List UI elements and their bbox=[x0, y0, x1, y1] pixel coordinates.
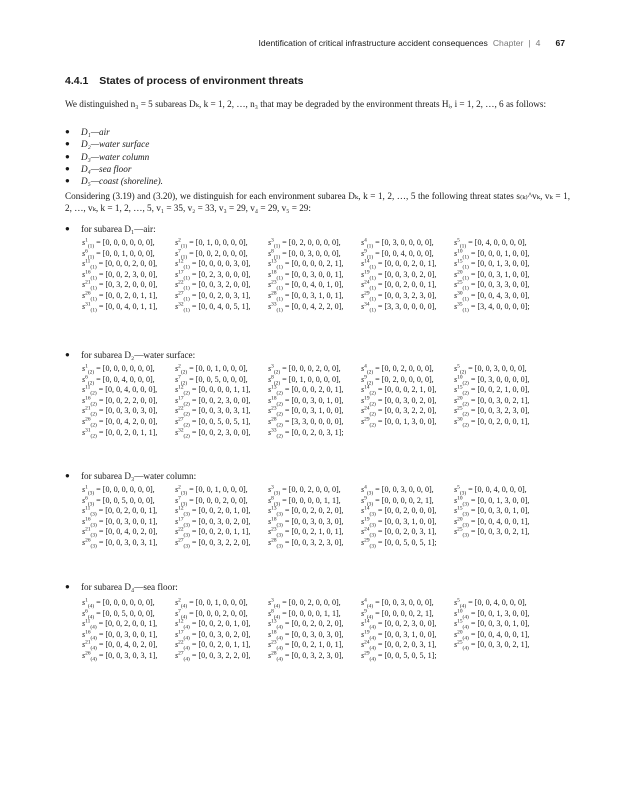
state-vector: $s^{25}_{(4)} = [0$, 0, 3, 0, 2, 1], bbox=[454, 639, 530, 652]
state-vector: $s^{21}_{(1)} = [0$, 3, 2, 0, 0, 0], bbox=[82, 279, 158, 292]
state-vector: $s^5_{(1)} = [0$, 4, 0, 0, 0, 0], bbox=[454, 237, 527, 250]
running-head-title: Identification of critical infrastructure accident consequences bbox=[258, 38, 488, 48]
running-head bbox=[60, 38, 565, 52]
state-vector: $s^{25}_{(2)} = [0$, 0, 3, 2, 3, 0], bbox=[454, 405, 530, 418]
state-vector: $s^7_{(4)} = [0$, 0, 0, 2, 0, 0], bbox=[175, 607, 248, 621]
state-vector: $s^{30}_{(2)} = [0$, 0, 2, 0, 0, 1], bbox=[454, 416, 530, 429]
state-row bbox=[82, 259, 582, 270]
state-vector: $s^{10}_{(3)} = [0$, 0, 1, 3, 0, 0], bbox=[454, 494, 530, 508]
state-vector: $s^{17}_{(4)} = [0$, 0, 3, 0, 2, 0], bbox=[175, 629, 251, 642]
state-vector: $s^{11}_{(3)} = [0$, 0, 2, 0, 0, 1], bbox=[82, 505, 158, 518]
state-vector: $s^3_{(1)} = [0$, 2, 0, 0, 0, 0], bbox=[268, 237, 341, 250]
state-vector: $s^{12}_{(2)} = [0$, 0, 0, 0, 1, 1], bbox=[175, 384, 251, 397]
state-vector: $s^{29}_{(2)} = [0$, 0, 1, 3, 0, 0], bbox=[361, 416, 437, 429]
state-row bbox=[82, 640, 582, 651]
state-vector: $s^{27}_{(2)} = [0$, 0, 5, 0, 5, 1], bbox=[175, 416, 251, 429]
state-vector: $s^1_{(4)} = [0$, 0, 0, 0, 0, 0], bbox=[82, 597, 155, 610]
bullet-icon: ● bbox=[65, 151, 70, 161]
state-vector: $s^{16}_{(2)} = [0$, 0, 2, 2, 0, 0], bbox=[82, 395, 158, 408]
state-vector: $s^{14}_{(1)} = [0$, 0, 0, 2, 0, 1], bbox=[361, 258, 437, 271]
state-vector: $s^{28}_{(1)} = [0$, 0, 3, 1, 0, 1], bbox=[268, 290, 344, 303]
bullet-icon: ● bbox=[65, 224, 70, 233]
state-vector: $s^{19}_{(1)} = [0$, 0, 3, 0, 2, 0], bbox=[361, 269, 437, 282]
state-vector: $s^{15}_{(4)} = [0$, 0, 3, 0, 1, 0], bbox=[454, 618, 530, 631]
state-vector: $s^{31}_{(2)} = [0$, 0, 2, 0, 1, 1], bbox=[82, 426, 158, 440]
considering-paragraph: Considering (3.19) and (3.20), we distinguish for each environment subarea Dₖ, k = 1, 2, …, 5 the following threat states s₍ₖ₎^vₖ, vₖ = 1, 2, …, vₖ, k = 1, 2, …, 5, v₁ = 35, v₂ = 33, v₃ = 29, v₄ = 29, v₅ = 29: bbox=[65, 191, 570, 214]
state-vector: $s^{22}_{(2)} = [0$, 0, 3, 0, 3, 1], bbox=[175, 405, 251, 418]
state-row bbox=[82, 291, 582, 302]
state-vector: $s^{10}_{(4)} = [0$, 0, 1, 3, 0, 0], bbox=[454, 607, 530, 621]
state-vector: $s^{27}_{(3)} = [0$, 0, 3, 2, 2, 0], bbox=[175, 537, 251, 550]
bullet-icon: ● bbox=[65, 127, 70, 136]
state-vector: $s^{17}_{(1)} = [0$, 2, 3, 0, 0, 0], bbox=[175, 269, 251, 282]
state-vector: $s^4_{(1)} = [0$, 3, 0, 0, 0, 0], bbox=[361, 237, 434, 250]
state-vector: $s^{13}_{(1)} = [0$, 0, 0, 0, 2, 1], bbox=[268, 258, 344, 271]
bullet-icon: ● bbox=[65, 582, 70, 591]
state-vector: $s^{33}_{(1)} = [0$, 0, 4, 2, 2, 0], bbox=[268, 300, 344, 314]
state-vector: $s^8_{(4)} = [0$, 0, 0, 0, 1, 1], bbox=[268, 607, 341, 621]
state-vector: $s^{32}_{(1)} = [0$, 0, 4, 0, 5, 1], bbox=[175, 300, 251, 314]
state-vector: $s^{31}_{(1)} = [0$, 0, 4, 0, 1, 1], bbox=[82, 300, 158, 314]
state-vector: $s^{16}_{(3)} = [0$, 0, 3, 0, 0, 1], bbox=[82, 516, 158, 529]
state-row bbox=[82, 302, 582, 313]
state-row bbox=[82, 538, 582, 549]
state-vector: $s^{10}_{(1)} = [0$, 0, 0, 1, 0, 0], bbox=[454, 247, 530, 261]
state-vector: $s^{19}_{(3)} = [0$, 0, 3, 1, 0, 0], bbox=[361, 516, 437, 529]
state-row bbox=[82, 630, 582, 641]
state-vector: $s^5_{(3)} = [0$, 0, 4, 0, 0, 0], bbox=[454, 484, 527, 497]
state-vector: $s^{12}_{(1)} = [0$, 0, 0, 0, 3, 0], bbox=[175, 258, 251, 271]
bullet-icon: ● bbox=[65, 350, 70, 359]
state-vector: $s^{23}_{(2)} = [0$, 0, 3, 1, 0, 0], bbox=[268, 405, 344, 418]
state-vector: $s^{15}_{(3)} = [0$, 0, 3, 0, 1, 0], bbox=[454, 505, 530, 518]
state-row bbox=[82, 496, 582, 507]
state-vector: $s^3_{(4)} = [0$, 0, 2, 0, 0, 0], bbox=[268, 597, 341, 610]
state-vector: $s^{26}_{(4)} = [0$, 0, 3, 0, 3, 1], bbox=[82, 650, 158, 663]
list-item: ● D₂—water surface bbox=[65, 139, 150, 150]
state-vector: $s^{29}_{(3)} = [0$, 0, 5, 0, 5, 1]; bbox=[361, 537, 437, 550]
page-number: 67 bbox=[555, 38, 565, 48]
state-vector: $s^1_{(3)} = [0$, 0, 0, 0, 0, 0], bbox=[82, 484, 155, 497]
state-vector: $s^{26}_{(1)} = [0$, 0, 2, 0, 1, 1], bbox=[82, 290, 158, 303]
state-row bbox=[82, 270, 582, 281]
state-vector: $s^{14}_{(3)} = [0$, 0, 2, 0, 0, 0], bbox=[361, 505, 437, 518]
section-title: States of process of environment threats bbox=[99, 75, 304, 87]
bullet-icon: ● bbox=[65, 176, 70, 186]
state-vector: $s^{28}_{(4)} = [0$, 0, 3, 2, 3, 0], bbox=[268, 650, 344, 663]
state-row bbox=[82, 385, 582, 396]
state-vector: $s^{22}_{(4)} = [0$, 0, 2, 0, 1, 1], bbox=[175, 639, 251, 652]
state-vector: $s^5_{(4)} = [0$, 0, 4, 0, 0, 0], bbox=[454, 597, 527, 610]
state-vector: $s^{28}_{(3)} = [0$, 0, 3, 2, 3, 0], bbox=[268, 537, 344, 550]
state-vector: $s^4_{(3)} = [0$, 0, 3, 0, 0, 0], bbox=[361, 484, 434, 497]
state-vector: $s^{20}_{(4)} = [0$, 0, 4, 0, 0, 1], bbox=[454, 629, 530, 642]
state-vector: $s^{29}_{(4)} = [0$, 0, 5, 0, 5, 1]; bbox=[361, 650, 437, 663]
state-vector: $s^9_{(3)} = [0$, 0, 0, 0, 2, 1], bbox=[361, 494, 434, 508]
subarea-heading-water-surface: ● for subarea D₂—water surface: bbox=[65, 350, 196, 360]
state-vector: $s^{20}_{(3)} = [0$, 0, 4, 0, 0, 1], bbox=[454, 516, 530, 529]
state-vector: $s^{18}_{(1)} = [0$, 0, 3, 0, 0, 1], bbox=[268, 269, 344, 282]
state-row bbox=[82, 527, 582, 538]
state-vector: $s^{17}_{(2)} = [0$, 0, 2, 3, 0, 0], bbox=[175, 395, 251, 408]
state-row bbox=[82, 396, 582, 407]
state-vector: $s^{24}_{(3)} = [0$, 0, 2, 0, 3, 1], bbox=[361, 526, 437, 539]
section-number: 4.4.1 bbox=[65, 75, 89, 87]
chapter-label: Chapter bbox=[492, 38, 524, 48]
state-row bbox=[82, 406, 582, 417]
state-vector: $s^{26}_{(3)} = [0$, 0, 3, 0, 3, 1], bbox=[82, 537, 158, 550]
state-vector: $s^{12}_{(4)} = [0$, 0, 2, 0, 1, 0], bbox=[175, 618, 251, 631]
state-vector: $s^8_{(3)} = [0$, 0, 0, 0, 1, 1], bbox=[268, 494, 341, 508]
list-item: ● D₃—water column bbox=[65, 151, 150, 162]
state-block-sea-floor bbox=[82, 598, 582, 662]
state-vector: $s^{12}_{(3)} = [0$, 0, 2, 0, 1, 0], bbox=[175, 505, 251, 518]
state-vector: $s^{24}_{(4)} = [0$, 0, 2, 0, 3, 1], bbox=[361, 639, 437, 652]
state-vector: $s^{10}_{(2)} = [0$, 3, 0, 0, 0, 0], bbox=[454, 373, 530, 387]
state-vector: $s^{24}_{(1)} = [0$, 0, 2, 0, 0, 1], bbox=[361, 279, 437, 292]
state-row bbox=[82, 417, 582, 428]
section-heading bbox=[65, 75, 304, 87]
state-vector: $s^3_{(3)} = [0$, 0, 2, 0, 0, 0], bbox=[268, 484, 341, 497]
state-block-air bbox=[82, 238, 582, 312]
state-vector: $s^{11}_{(4)} = [0$, 0, 2, 0, 0, 1], bbox=[82, 618, 158, 631]
state-vector: $s^{23}_{(3)} = [0$, 0, 2, 1, 0, 1], bbox=[268, 526, 344, 539]
state-vector: $s^{15}_{(2)} = [0$, 0, 2, 1, 0, 0], bbox=[454, 384, 530, 397]
state-vector: $s^4_{(4)} = [0$, 0, 3, 0, 0, 0], bbox=[361, 597, 434, 610]
intro-paragraph: We distinguished n₃ = 5 subareas Dₖ, k = 1, 2, …, n₃ that may be degraded by the environment threats Hᵢ, i = 1, 2, …, 6 as follows: bbox=[65, 99, 547, 109]
state-vector: $s^4_{(2)} = [0$, 0, 2, 0, 0, 0], bbox=[361, 363, 434, 376]
state-vector: $s^{13}_{(2)} = [0$, 0, 0, 2, 0, 1], bbox=[268, 384, 344, 397]
state-vector: $s^{25}_{(1)} = [0$, 0, 3, 3, 0, 0], bbox=[454, 279, 530, 292]
state-vector: $s^{23}_{(4)} = [0$, 0, 2, 1, 0, 1], bbox=[268, 639, 344, 652]
state-vector: $s^{13}_{(4)} = [0$, 0, 2, 0, 2, 0], bbox=[268, 618, 344, 631]
state-vector: $s^6_{(2)} = [0$, 0, 4, 0, 0, 0], bbox=[82, 373, 155, 387]
state-vector: $s^7_{(3)} = [0$, 0, 0, 2, 0, 0], bbox=[175, 494, 248, 508]
state-vector: $s^{14}_{(4)} = [0$, 0, 2, 3, 0, 0], bbox=[361, 618, 437, 631]
state-vector: $s^{35}_{(1)} = [3$, 4, 0, 0, 0, 0]; bbox=[454, 300, 530, 314]
state-vector: $s^2_{(1)} = [0$, 1, 0, 0, 0, 0], bbox=[175, 237, 248, 250]
chapter-separator: | bbox=[528, 38, 531, 48]
state-vector: $s^{27}_{(4)} = [0$, 0, 3, 2, 2, 0], bbox=[175, 650, 251, 663]
subarea-list bbox=[65, 126, 565, 187]
state-vector: $s^2_{(3)} = [0$, 0, 1, 0, 0, 0], bbox=[175, 484, 248, 497]
state-row bbox=[82, 375, 582, 386]
bullet-icon: ● bbox=[65, 139, 70, 149]
state-row bbox=[82, 609, 582, 620]
state-vector: $s^{29}_{(1)} = [0$, 0, 3, 2, 3, 0], bbox=[361, 290, 437, 303]
list-item: ● D₁—air bbox=[65, 127, 110, 137]
state-row bbox=[82, 651, 582, 662]
state-vector: $s^{23}_{(1)} = [0$, 0, 4, 0, 1, 0], bbox=[268, 279, 344, 292]
state-vector: $s^9_{(2)} = [0$, 2, 0, 0, 0, 0], bbox=[361, 373, 434, 387]
state-row bbox=[82, 619, 582, 630]
list-item: ● D₄—sea floor bbox=[65, 163, 132, 174]
state-vector: $s^9_{(4)} = [0$, 0, 0, 0, 2, 1], bbox=[361, 607, 434, 621]
state-vector: $s^6_{(1)} = [0$, 0, 1, 0, 0, 0], bbox=[82, 247, 155, 261]
state-vector: $s^3_{(2)} = [0$, 0, 0, 2, 0, 0], bbox=[268, 363, 341, 376]
state-vector: $s^{19}_{(4)} = [0$, 0, 3, 1, 0, 0], bbox=[361, 629, 437, 642]
state-vector: $s^9_{(1)} = [0$, 0, 4, 0, 0, 0], bbox=[361, 247, 434, 261]
state-block-water-surface bbox=[82, 364, 582, 438]
state-vector: $s^{30}_{(1)} = [0$, 0, 4, 3, 0, 0], bbox=[454, 290, 530, 303]
subarea-heading-water-column: ● for subarea D₃—water column: bbox=[65, 471, 197, 481]
subarea-heading-sea-floor: ● for subarea D₄—sea floor: bbox=[65, 582, 178, 592]
state-vector: $s^{14}_{(2)} = [0$, 0, 0, 2, 1, 0], bbox=[361, 384, 437, 397]
state-row bbox=[82, 428, 582, 439]
state-vector: $s^{13}_{(3)} = [0$, 0, 2, 0, 2, 0], bbox=[268, 505, 344, 518]
state-vector: $s^{11}_{(1)} = [0$, 0, 0, 2, 0, 0], bbox=[82, 258, 158, 271]
state-vector: $s^1_{(2)} = [0$, 0, 0, 0, 0, 0], bbox=[82, 363, 155, 376]
state-vector: $s^{19}_{(2)} = [0$, 0, 3, 0, 2, 0], bbox=[361, 395, 437, 408]
state-row bbox=[82, 364, 582, 375]
state-vector: $s^{11}_{(2)} = [0$, 0, 4, 0, 0, 0], bbox=[82, 384, 158, 397]
state-vector: $s^6_{(4)} = [0$, 0, 5, 0, 0, 0], bbox=[82, 607, 155, 621]
list-item: ● D₅—coast (shoreline). bbox=[65, 176, 163, 187]
state-row bbox=[82, 598, 582, 609]
state-vector: $s^{18}_{(4)} = [0$, 0, 3, 0, 3, 0], bbox=[268, 629, 344, 642]
state-row bbox=[82, 280, 582, 291]
state-row bbox=[82, 485, 582, 496]
state-vector: $s^{22}_{(3)} = [0$, 0, 2, 0, 1, 1], bbox=[175, 526, 251, 539]
state-vector: $s^{18}_{(3)} = [0$, 0, 3, 0, 3, 0], bbox=[268, 516, 344, 529]
state-vector: $s^6_{(3)} = [0$, 0, 5, 0, 0, 0], bbox=[82, 494, 155, 508]
state-vector: $s^{15}_{(1)} = [0$, 0, 1, 3, 0, 0], bbox=[454, 258, 530, 271]
state-vector: $s^{16}_{(1)} = [0$, 0, 2, 3, 0, 0], bbox=[82, 269, 158, 282]
state-vector: $s^1_{(1)} = [0$, 0, 0, 0, 0, 0], bbox=[82, 237, 155, 250]
state-vector: $s^{33}_{(2)} = [0$, 0, 2, 0, 3, 1]; bbox=[268, 426, 344, 440]
state-vector: $s^{21}_{(4)} = [0$, 0, 4, 0, 2, 0], bbox=[82, 639, 158, 652]
state-vector: $s^7_{(2)} = [0$, 0, 5, 0, 0, 0], bbox=[175, 373, 248, 387]
state-vector: $s^{16}_{(4)} = [0$, 0, 3, 0, 0, 1], bbox=[82, 629, 158, 642]
chapter-number: 4 bbox=[535, 38, 541, 48]
state-vector: $s^{18}_{(2)} = [0$, 0, 3, 0, 1, 0], bbox=[268, 395, 344, 408]
state-vector: $s^{28}_{(2)} = [3$, 3, 0, 0, 0, 0], bbox=[268, 416, 344, 429]
state-row bbox=[82, 506, 582, 517]
state-vector: $s^{21}_{(3)} = [0$, 0, 4, 0, 2, 0], bbox=[82, 526, 158, 539]
state-vector: $s^{21}_{(2)} = [0$, 0, 3, 0, 3, 0], bbox=[82, 405, 158, 418]
state-vector: $s^{24}_{(2)} = [0$, 0, 3, 2, 2, 0], bbox=[361, 405, 437, 418]
state-block-water-column bbox=[82, 485, 582, 549]
state-vector: $s^{22}_{(1)} = [0$, 0, 3, 2, 0, 0], bbox=[175, 279, 251, 292]
state-vector: $s^2_{(2)} = [0$, 0, 1, 0, 0, 0], bbox=[175, 363, 248, 376]
bullet-icon: ● bbox=[65, 163, 70, 173]
state-vector: $s^8_{(1)} = [0$, 0, 3, 0, 0, 0], bbox=[268, 247, 341, 261]
subarea-heading-air: ● for subarea D₁—air: bbox=[65, 224, 156, 234]
state-vector: $s^{32}_{(2)} = [0$, 0, 2, 3, 0, 0], bbox=[175, 426, 251, 440]
state-vector: $s^7_{(1)} = [0$, 0, 2, 0, 0, 0], bbox=[175, 247, 248, 261]
state-row bbox=[82, 517, 582, 528]
state-vector: $s^{26}_{(2)} = [0$, 0, 4, 2, 0, 0], bbox=[82, 416, 158, 429]
state-vector: $s^{34}_{(1)} = [3$, 3, 0, 0, 0, 0], bbox=[361, 300, 437, 314]
state-vector: $s^8_{(2)} = [0$, 1, 0, 0, 0, 0], bbox=[268, 373, 341, 387]
state-vector: $s^{20}_{(2)} = [0$, 0, 3, 0, 2, 1], bbox=[454, 395, 530, 408]
bullet-icon: ● bbox=[65, 471, 70, 480]
state-row bbox=[82, 238, 582, 249]
state-vector: $s^{17}_{(3)} = [0$, 0, 3, 0, 2, 0], bbox=[175, 516, 251, 529]
state-vector: $s^2_{(4)} = [0$, 0, 1, 0, 0, 0], bbox=[175, 597, 248, 610]
state-vector: $s^{20}_{(1)} = [0$, 0, 3, 1, 0, 0], bbox=[454, 269, 530, 282]
state-vector: $s^5_{(2)} = [0$, 0, 3, 0, 0, 0], bbox=[454, 363, 527, 376]
state-vector: $s^{25}_{(3)} = [0$, 0, 3, 0, 2, 1], bbox=[454, 526, 530, 539]
state-vector: $s^{27}_{(1)} = [0$, 0, 2, 0, 3, 1], bbox=[175, 290, 251, 303]
state-row bbox=[82, 249, 582, 260]
